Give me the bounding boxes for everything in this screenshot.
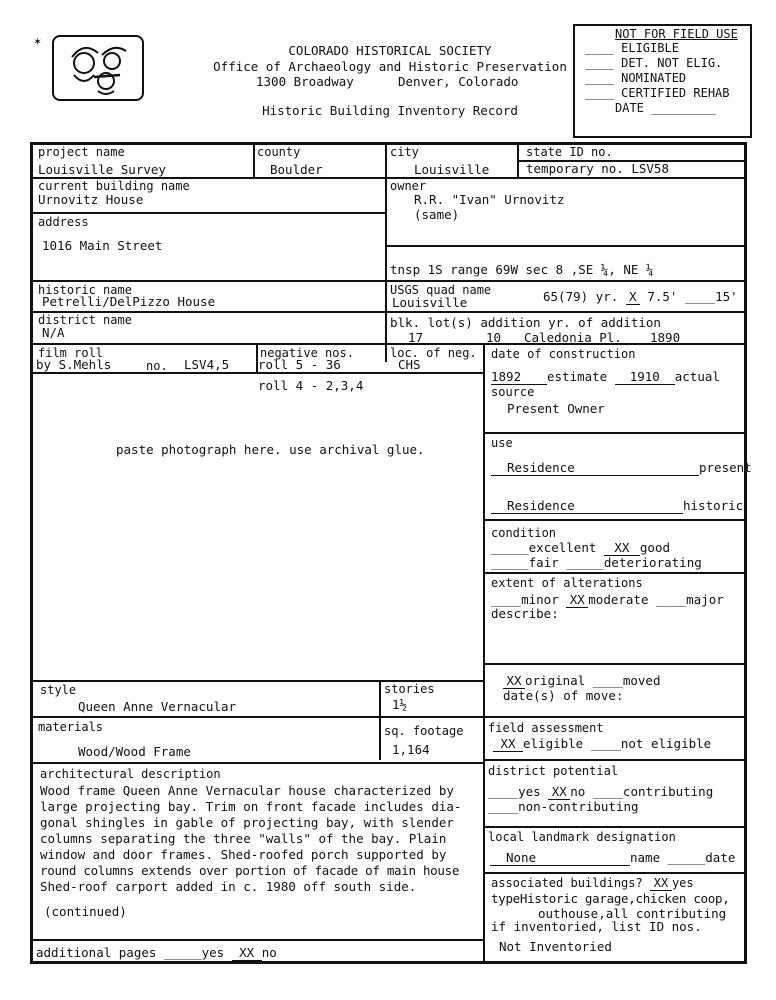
sq-footage-label: sq. footage xyxy=(384,724,464,738)
historic-name-value: Petrelli/DelPizzo House xyxy=(42,294,216,309)
inventoried-value: Not Inventoried xyxy=(499,939,612,954)
alterations-describe: describe: xyxy=(491,606,559,621)
associated-type-2: outhouse,all contributing xyxy=(538,906,727,921)
stamp-item: DATE _________ xyxy=(615,101,717,115)
form-title: Historic Building Inventory Record xyxy=(262,103,518,118)
condition-row-1: _____excellent XX good xyxy=(491,540,671,555)
stories-label: stories xyxy=(384,682,435,696)
negative-label: negative nos. xyxy=(260,346,354,360)
district-name-value: N/A xyxy=(42,325,65,340)
construction-label: date of construction xyxy=(491,347,636,361)
film-roll-value: by S.Mehls xyxy=(36,357,112,372)
address-label: address xyxy=(38,215,89,229)
field-assessment-label: field assessment xyxy=(488,721,604,735)
project-name-label: project name xyxy=(38,145,125,159)
landmark-label: local landmark designation xyxy=(488,830,676,844)
condition-row-2: _____fair _____deteriorating xyxy=(491,555,702,570)
project-name-value: Louisville Survey xyxy=(38,162,166,177)
state-id-value: temporary no. LSV58 xyxy=(526,161,669,176)
associated-row: associated buildings? XX yes xyxy=(491,876,694,890)
alterations-label: extent of alterations xyxy=(491,576,643,590)
address-value: 1016 Main Street xyxy=(42,238,163,253)
owner-value-2: (same) xyxy=(414,207,460,222)
source-label: source xyxy=(491,385,535,399)
district-name-label: district name xyxy=(38,313,132,327)
moved-row: XX original ____moved xyxy=(503,674,661,689)
district-potential-label: district potential xyxy=(488,764,619,778)
stamp-item: ____ DET. NOT ELIG. xyxy=(585,56,723,70)
current-name-label: current building name xyxy=(38,179,190,193)
usgs-value: Louisville xyxy=(392,295,468,310)
city-label: city xyxy=(390,145,419,159)
style-label: style xyxy=(40,683,77,697)
owner-label: owner xyxy=(390,179,427,193)
field-assessment-row: XX eligible ____not eligible xyxy=(493,737,711,752)
loc-neg-label: loc. of neg. xyxy=(390,346,477,360)
additional-pages-row: additional pages _____yes XX no xyxy=(36,945,277,960)
materials-value: Wood/Wood Frame xyxy=(78,744,191,759)
historic-name-label: historic name xyxy=(38,283,132,297)
state-id-label: state ID no. xyxy=(526,145,613,159)
star-icon: ✶ xyxy=(34,34,42,48)
addition-value: Caledonia Pl. xyxy=(524,330,622,345)
blk-value: 17 xyxy=(408,330,424,345)
arch-desc-label: architectural description xyxy=(40,767,221,781)
source-value: Present Owner xyxy=(507,401,605,416)
arch-desc-line: Shed-roof carport added in c. 1980 off south side. xyxy=(40,879,417,894)
pioneer-figures-icon xyxy=(54,37,142,99)
use-label: use xyxy=(491,436,513,450)
lot-value: 10 xyxy=(486,330,502,345)
use-historic-row: Residence historic xyxy=(491,499,743,514)
addition-year-value: 1890 xyxy=(650,330,681,345)
owner-value: R.R. "Ivan" Urnovitz xyxy=(414,192,565,207)
film-no-label: no. xyxy=(146,359,168,373)
stamp-item: ____ ELIGIBLE xyxy=(585,41,679,55)
office-title: Office of Archaeology and Historic Preservation xyxy=(213,59,567,74)
condition-label: condition xyxy=(491,526,557,540)
not-for-field-use-box xyxy=(573,24,752,138)
photo-roll-note: roll 4 - 2,3,4 xyxy=(258,378,364,393)
materials-label: materials xyxy=(38,720,104,734)
usgs-scale: 65(79) yr. X 7.5' ____15' xyxy=(543,289,738,304)
construction-row: 1892 estimate 1910 actual xyxy=(491,369,720,384)
inventoried-label: if inventoried, list ID nos. xyxy=(491,919,702,934)
street-address: 1300 Broadway xyxy=(256,74,354,89)
arch-desc-continued: (continued) xyxy=(44,904,127,919)
arch-desc-line: Wood frame Queen Anne Vernacular house characterized by xyxy=(40,783,454,798)
sq-footage-value: 1,164 xyxy=(392,742,430,757)
current-name-value: Urnovitz House xyxy=(38,192,144,207)
negative-value: roll 5 - 36 xyxy=(258,357,341,372)
arch-desc-line: window and door frames. Shed-roofed porch supported by xyxy=(40,847,447,862)
stamp-item: ____ CERTIFIED REHAB xyxy=(585,86,730,100)
city-value: Louisville xyxy=(414,162,490,177)
arch-desc-line: columns separating the three "walls" of the bay. Plain xyxy=(40,831,447,846)
city-address: Denver, Colorado xyxy=(398,74,519,89)
society-logo xyxy=(52,35,144,101)
arch-desc-line: round columns extends over portion of facade of main house xyxy=(40,863,460,878)
style-value: Queen Anne Vernacular xyxy=(78,699,237,714)
tnsp-row: tnsp 1S range 69W sec 8 ,SE ¼, NE ¼ xyxy=(390,262,654,277)
film-roll-label: film roll xyxy=(38,346,104,360)
alterations-row: ____minor XX moderate ____major xyxy=(491,592,724,607)
date-moved-label: date(s) of move: xyxy=(503,688,624,703)
stamp-title: NOT FOR FIELD USE xyxy=(615,27,738,41)
blk-labels: blk. lot(s) addition yr. of addition xyxy=(390,315,661,330)
district-potential-row-1: ____yes XX no ____contributing xyxy=(488,784,714,799)
district-potential-row-2: ____non-contributing xyxy=(488,799,639,814)
county-label: county xyxy=(257,145,301,159)
arch-desc-line: gonal shingles in gable of projecting bay, with slender xyxy=(40,815,454,830)
county-value: Boulder xyxy=(270,162,323,177)
org-title: COLORADO HISTORICAL SOCIETY xyxy=(288,43,492,58)
usgs-label: USGS quad name xyxy=(390,283,492,297)
loc-neg-value: CHS xyxy=(398,357,421,372)
use-present-row: Residence present xyxy=(491,461,752,476)
film-no-value: LSV4,5 xyxy=(184,357,230,372)
associated-type-1: typeHistoric garage,chicken coop, xyxy=(491,891,730,906)
stamp-item: ____ NOMINATED xyxy=(585,71,687,85)
landmark-row: None name _____date xyxy=(490,851,735,866)
arch-desc-line: large projecting bay. Trim on front facade includes dia- xyxy=(40,799,462,814)
stories-value: 1½ xyxy=(392,697,408,712)
paste-photo-instruction: paste photograph here. use archival glue. xyxy=(116,442,425,457)
